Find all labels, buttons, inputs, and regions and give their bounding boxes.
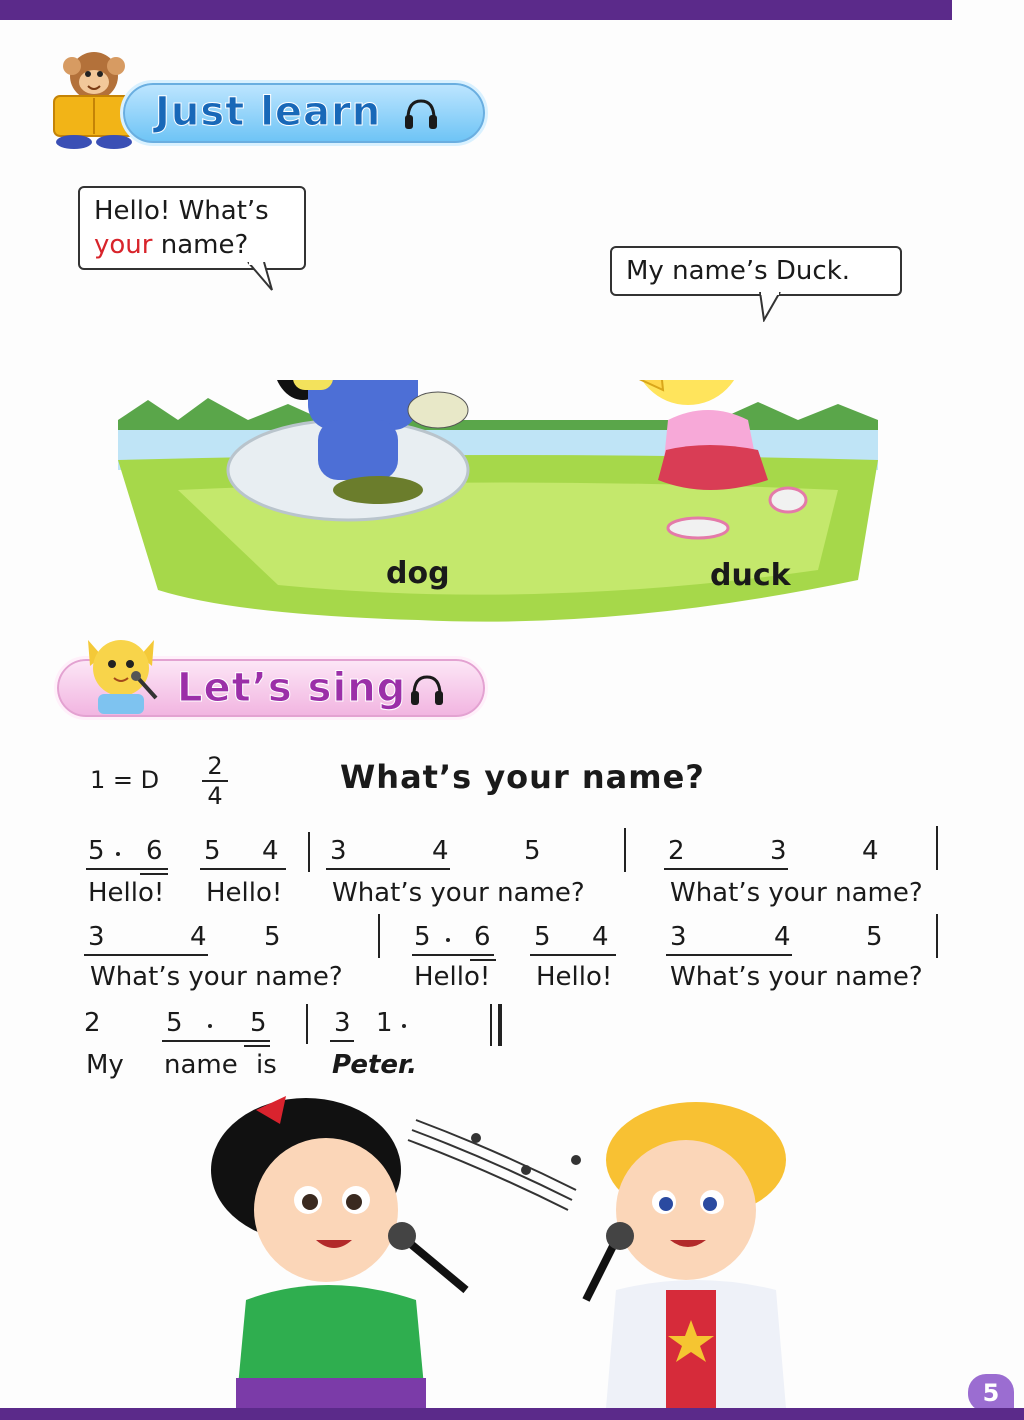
note: 5 [414,922,431,952]
note: 5 [166,1008,183,1038]
bottom-border [0,1408,1024,1420]
augmentation-dot [116,852,120,856]
beat-underline [412,954,494,956]
lyric: What’s your name? [670,878,923,908]
section-title-lets-sing: Let’s sing [177,665,407,711]
note: 4 [592,922,609,952]
bar-line [624,828,626,872]
note: 1 [376,1008,393,1038]
augmentation-dot [208,1024,212,1028]
lyric: What’s your name? [670,962,923,992]
section-title-just-learn: Just learn [155,89,382,135]
note: 4 [432,836,449,866]
duck-speech-bubble [610,246,902,296]
beat-underline [84,954,208,956]
final-bar-line-thick [498,1004,502,1046]
just-learn-banner [120,80,488,146]
note: 4 [774,922,791,952]
lyric-name: Peter. [332,1050,418,1080]
dog-speech-line2 [94,228,290,262]
note: 5 [534,922,551,952]
note: 2 [668,836,685,866]
lyric: Hello! [536,962,613,992]
vocab-duck: duck [710,558,791,593]
note: 6 [474,922,491,952]
lyric: is [256,1050,277,1080]
note: 3 [88,922,105,952]
note: 6 [146,836,163,866]
dog-speech-bubble [78,186,306,270]
augmentation-dot [446,938,450,942]
song-key: 1 = D [90,766,160,794]
augmentation-dot [402,1024,406,1028]
time-signature [200,752,230,810]
meter-bottom: 4 [207,782,223,810]
bar-line [306,1004,308,1044]
note: 3 [770,836,787,866]
children-singing-illustration [196,1090,816,1408]
beat-underline [330,1040,354,1042]
page-number: 5 [968,1374,1014,1412]
note: 3 [670,922,687,952]
dog-speech-line2-rest: name? [152,230,249,260]
note: 5 [264,922,281,952]
duck-bubble-tail [756,292,786,322]
note: 5 [88,836,105,866]
beat-underline [326,868,450,870]
beat-underline [666,954,792,956]
lyric: Hello! [88,878,165,908]
bar-line [936,826,938,870]
note: 4 [262,836,279,866]
note: 4 [862,836,879,866]
beat-underline [664,868,788,870]
bar-line [308,832,310,872]
note: 2 [84,1008,101,1038]
note: 5 [866,922,883,952]
lyric: My [86,1050,124,1080]
note: 5 [204,836,221,866]
lyric: name [164,1050,238,1080]
note: 3 [334,1008,351,1038]
beat-underline [162,1040,270,1042]
beat-underline [470,959,496,961]
headphones-icon[interactable] [409,673,445,707]
meter-top: 2 [207,752,223,780]
song-title: What’s your name? [340,758,705,796]
headphones-icon[interactable] [403,97,439,131]
vocab-dog: dog [386,556,450,591]
duck-speech-text: My name’s Duck. [626,256,851,286]
lyric: What’s your name? [332,878,585,908]
cat-singing-icon [76,626,166,716]
bar-line [378,914,380,958]
note: 5 [524,836,541,866]
beat-underline [244,1045,270,1047]
beat-underline [530,954,616,956]
bar-line [936,914,938,958]
lyric: Hello! [206,878,283,908]
top-border [0,0,952,20]
beat-underline [200,868,286,870]
final-bar-line [490,1004,492,1046]
lyric: Hello! [414,962,491,992]
note: 3 [330,836,347,866]
dog-bubble-tail [246,262,276,292]
beat-underline [86,868,168,870]
lyric: What’s your name? [90,962,343,992]
note: 4 [190,922,207,952]
dog-speech-line1: Hello! What’s [94,196,269,226]
note: 5 [250,1008,267,1038]
highlighted-word: your [94,230,153,260]
beat-underline [140,873,168,875]
